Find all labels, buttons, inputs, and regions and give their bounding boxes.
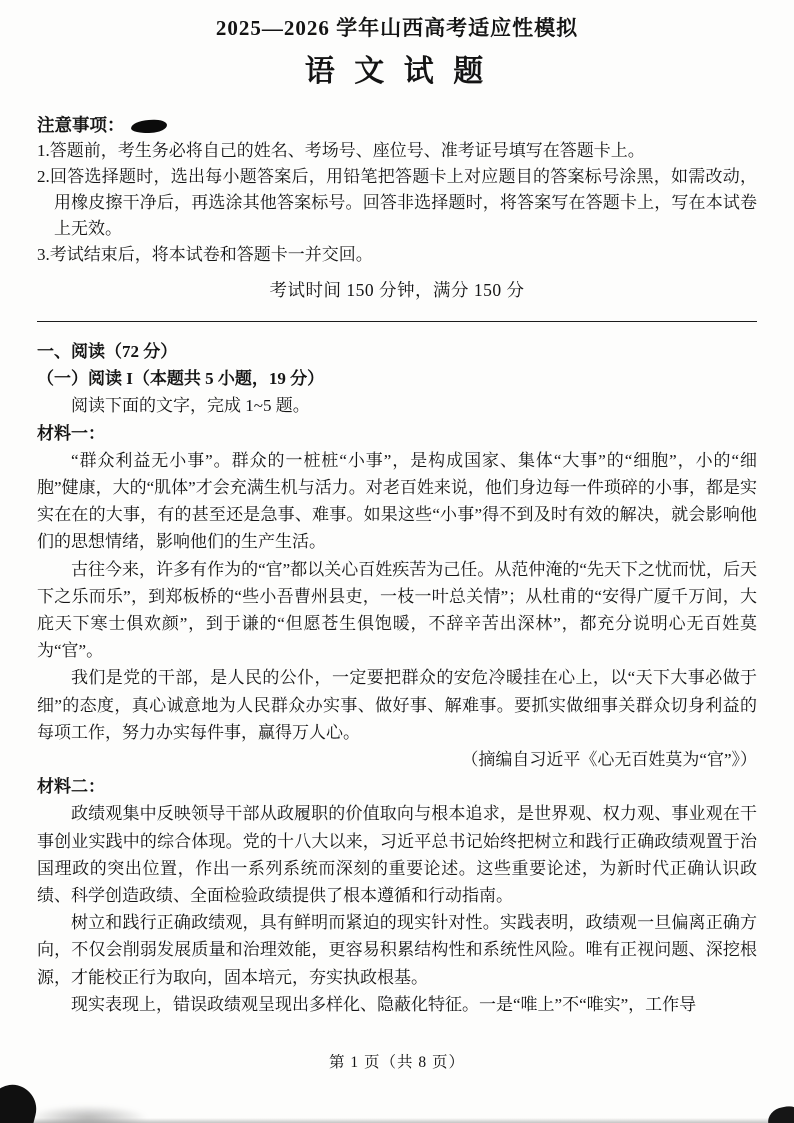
notice-heading: 注意事项： bbox=[37, 115, 125, 135]
ink-smudge-artifact bbox=[130, 119, 167, 134]
material-one-paragraph-3: 我们是党的干部，是人民的公仆，一定要把群众的安危冷暖挂在心上，以“天下大事必做于细”的态度，真心诚意地为人民群众办实事、做好事、解难事。要抓实做细事关群众切身利益的每项工作，努力办实每件事，赢得万人心。 bbox=[37, 668, 757, 742]
exam-title: 2025—2026 学年山西高考适应性模拟 bbox=[215, 16, 579, 40]
notice-item-1: 1.答题前，考生务必将自己的姓名、考场号、座位号、准考证号填写在答题卡上。 bbox=[37, 141, 645, 160]
scan-artifact-bottom-left-smear bbox=[28, 1105, 148, 1123]
reading-instruction: 阅读下面的文字，完成 1~5 题。 bbox=[71, 396, 310, 416]
notice-item-2: 2.回答选择题时，选出每小题答案后，用铅笔把答题卡上对应题目的答案标号涂黑，如需改动，用橡皮擦干净后，再选涂其他答案标号。回答非选择题时，将答案写在答题卡上，写在本试卷上无效。 bbox=[37, 167, 757, 238]
material-one-label: 材料一： bbox=[37, 423, 105, 443]
notice-heading-row bbox=[37, 112, 757, 138]
material-one-paragraph-2: 古往今来，许多有作为的“官”都以关心百姓疾苦为己任。从范仲淹的“先天下之忧而忧，后天下之乐而乐”，到郑板桥的“些小吾曹州县吏，一枝一叶总关情”；从杜甫的“安得广厦千万间，大庇天下寒士俱欢颜”，到于谦的“但愿苍生俱饱暖，不辞辛苦出深林”，都充分说明心无百姓莫为“官”。 bbox=[37, 559, 757, 661]
material-two-label: 材料二： bbox=[37, 777, 105, 797]
exam-subtitle: 语 文 试 题 bbox=[304, 55, 490, 88]
notice-item-3: 3.考试结束后，将本试卷和答题卡一并交回。 bbox=[37, 245, 373, 264]
exam-content bbox=[37, 338, 757, 1018]
subsection-title-reading-1: （一）阅读 I（本题共 5 小题，19 分） bbox=[37, 369, 325, 389]
scan-artifact-bottom-right bbox=[766, 1104, 794, 1123]
notice-section bbox=[37, 112, 757, 303]
material-two-paragraph-1: 政绩观集中反映领导干部从政履职的价值取向与根本追求，是世界观、权力观、事业观在干事创业实践中的综合体现。党的十八大以来，习近平总书记始终把树立和践行正确政绩观置于治国理政的突出位置，作出一系列系统而深刻的重要论述。这些重要论述，为新时代正确认识政绩、科学创造政绩、全面检验政绩提供了根本遵循和行动指南。 bbox=[37, 804, 757, 906]
header-divider-line bbox=[37, 321, 757, 322]
section-title-reading: 一、阅读（72 分） bbox=[37, 342, 178, 361]
material-one-attribution: （摘编自习近平《心无百姓莫为“官”》） bbox=[461, 750, 757, 770]
material-one-paragraph-1: “群众利益无小事”。群众的一桩桩“小事”，是构成国家、集体“大事”的“细胞”，小的“细胞”健康，大的“肌体”才会充满生机与活力。对老百姓来说，他们身边每一件琐碎的小事，都是实实在在的大事，有的甚至还是急事、难事。如果这些“小事”得不到及时有效的解决，就会影响他们的思想情绪，影响他们的生产生活。 bbox=[37, 450, 757, 552]
material-two-paragraph-3: 现实表现上，错误政绩观呈现出多样化、隐蔽化特征。一是“唯上”不“唯实”，工作导 bbox=[71, 994, 697, 1014]
exam-duration-score: 考试时间 150 分钟，满分 150 分 bbox=[269, 280, 525, 300]
material-two-paragraph-2: 树立和践行正确政绩观，具有鲜明而紧迫的现实针对性。实践表明，政绩观一旦偏离正确方向，不仅会削弱发展质量和治理效能，更容易积累结构性和系统性风险。唯有正视问题、深挖根源，才能校正行为取向，固本培元，夯实执政根基。 bbox=[37, 913, 757, 987]
page-footer: 第 1 页（共 8 页） bbox=[328, 1054, 465, 1071]
